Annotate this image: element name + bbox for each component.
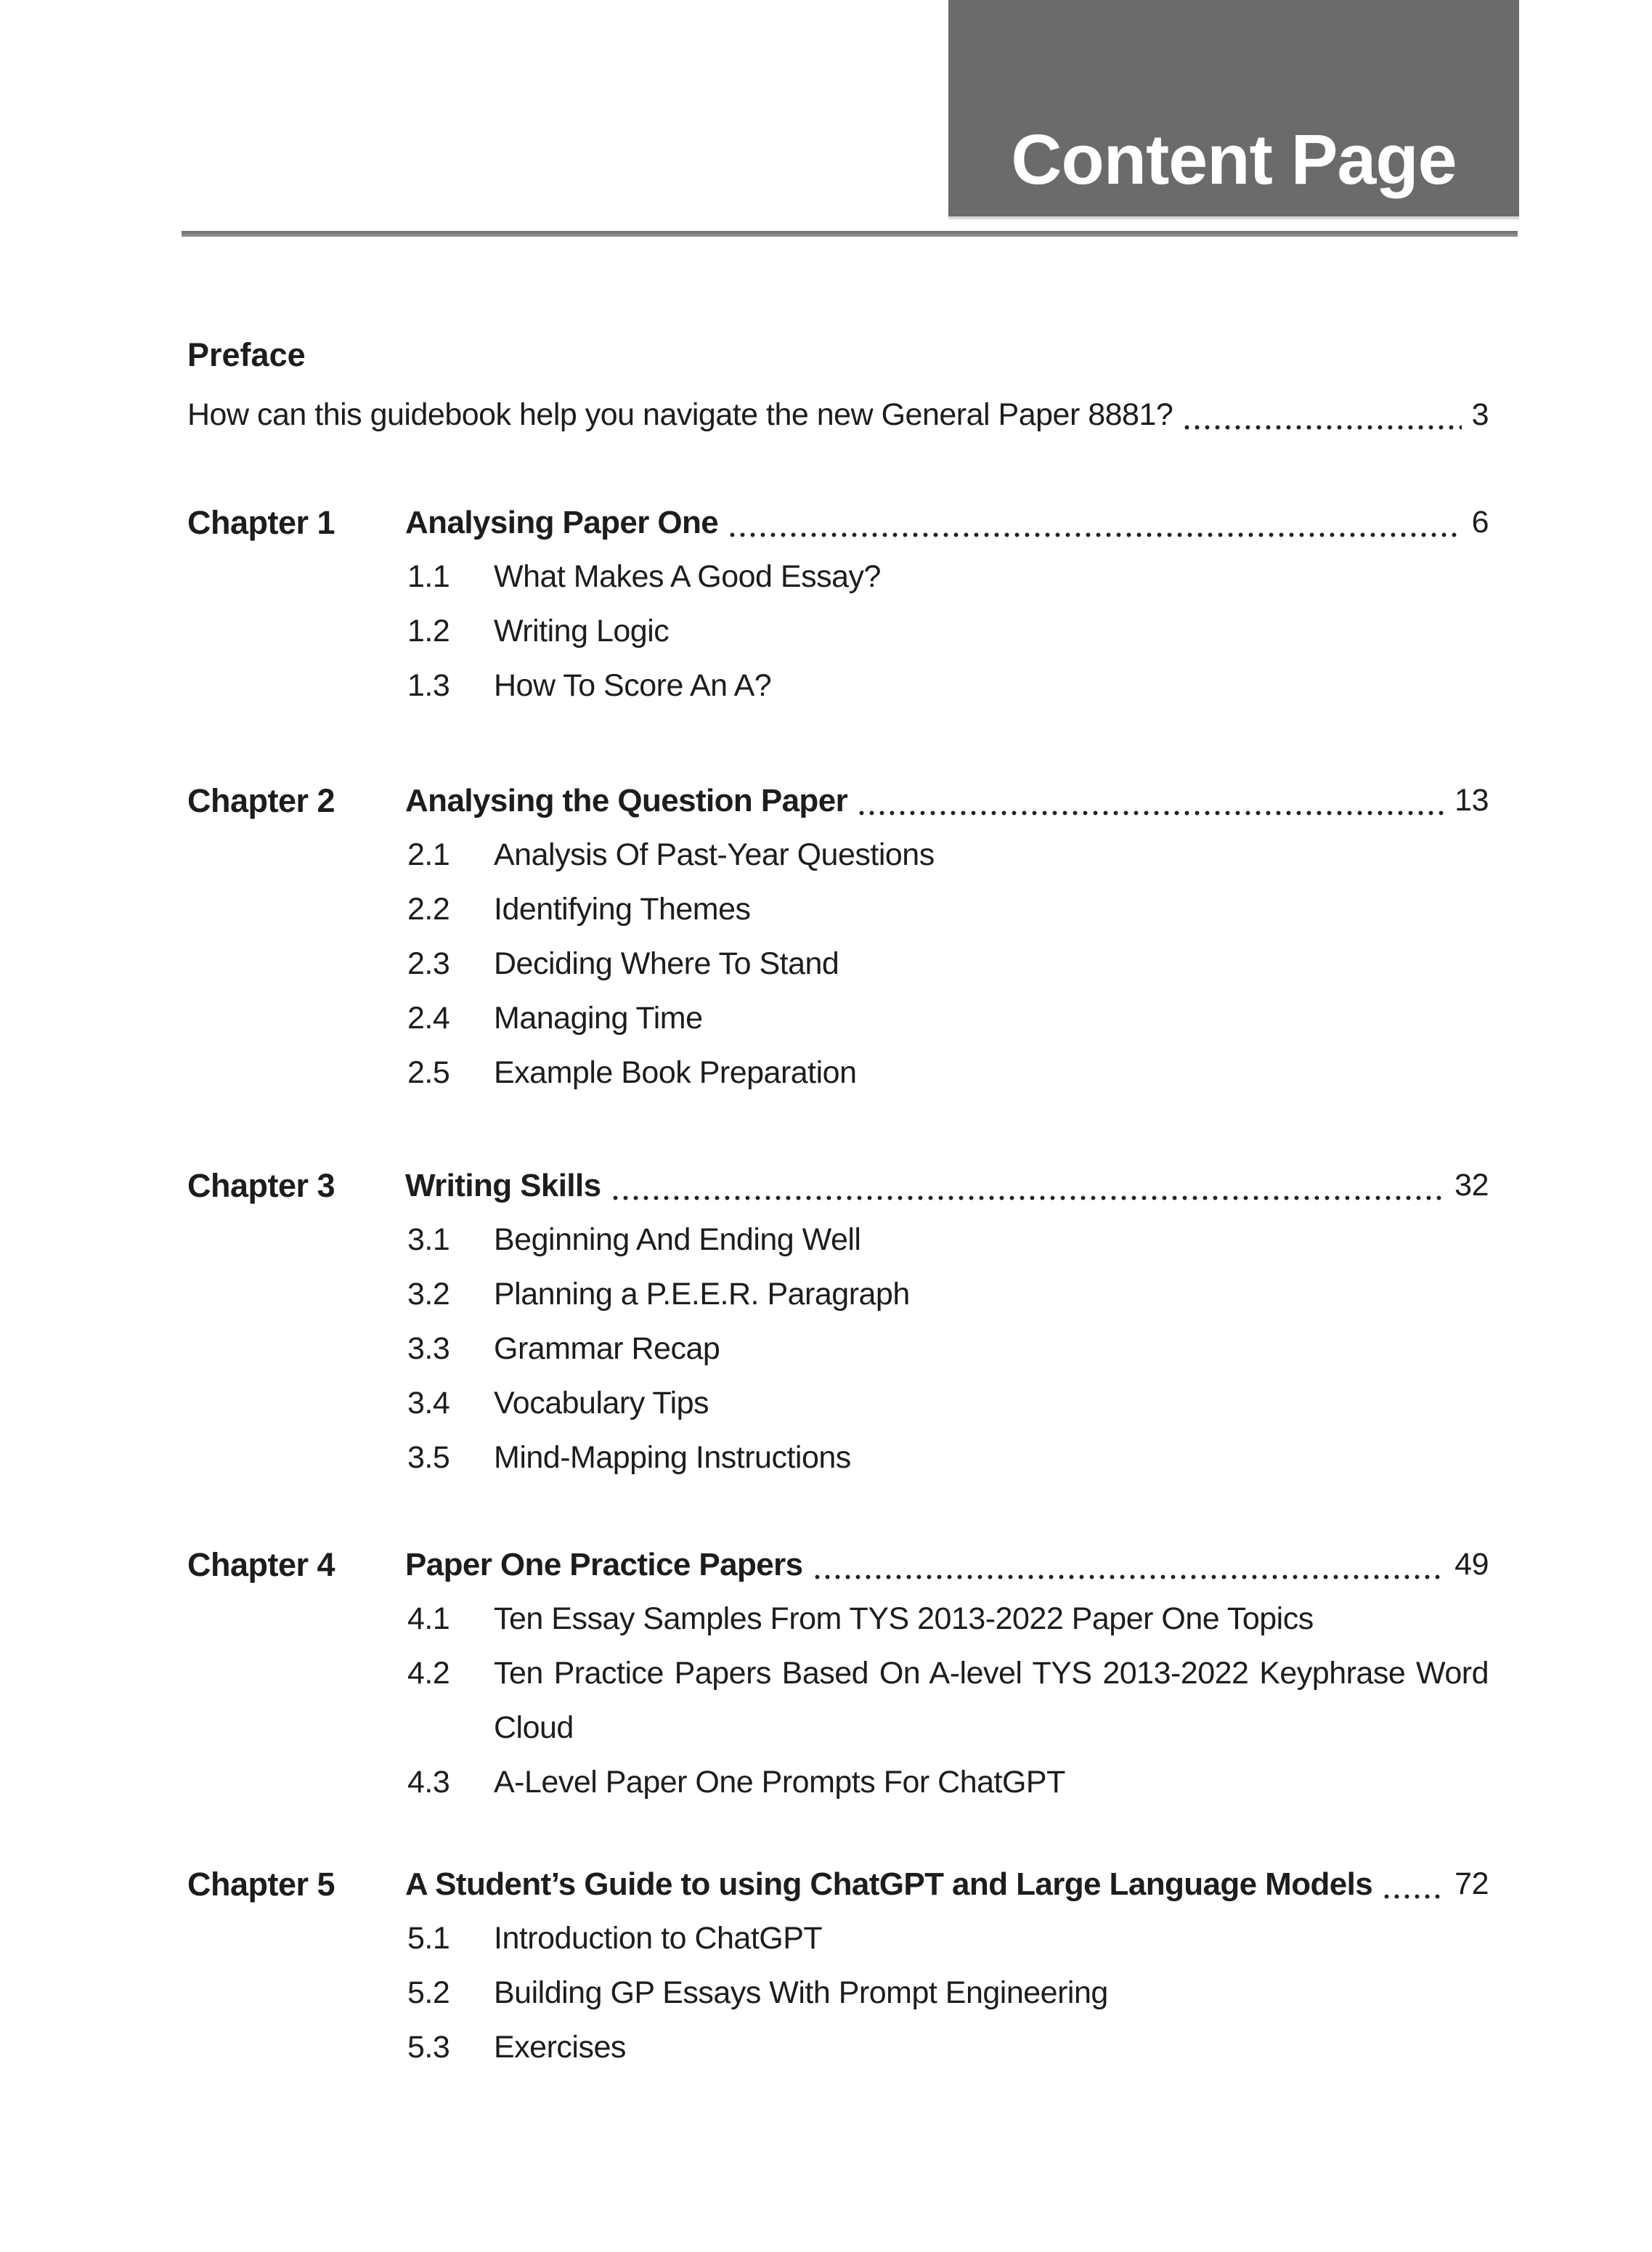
- section-title: How To Score An A?: [494, 668, 772, 703]
- section-number: 3.3: [407, 1331, 450, 1366]
- chapter-title: A Student’s Guide to using ChatGPT and Large Language Models: [405, 1866, 1373, 1902]
- chapter-heading-row: [187, 495, 1489, 550]
- section-number: 3.1: [407, 1222, 450, 1257]
- chapters: [187, 495, 1489, 2075]
- chapter-title: Writing Skills: [405, 1168, 601, 1203]
- table-of-contents: [187, 237, 1489, 2075]
- section-title: Managing Time: [494, 1001, 703, 1036]
- section-title: Identifying Themes: [494, 892, 751, 927]
- section-number: 5.2: [407, 1975, 450, 2010]
- preface-heading: Preface: [187, 336, 306, 373]
- chapter-label: Chapter 1: [187, 504, 335, 541]
- section-number: 4.3: [407, 1765, 450, 1800]
- section-title: Beginning And Ending Well: [494, 1222, 861, 1257]
- section-title: Building GP Essays With Prompt Engineering: [494, 1975, 1108, 2010]
- chapter-block: [187, 495, 1489, 713]
- chapter-page-number: 32: [1454, 1168, 1489, 1203]
- section-number: 3.5: [407, 1440, 450, 1475]
- section-title: Exercises: [494, 2030, 626, 2065]
- section-title: What Makes A Good Essay?: [494, 559, 881, 594]
- section-row: [407, 1431, 1489, 1485]
- section-title: Ten Practice Papers Based On A-level TYS 2013-2022 Keyphrase Word Cloud: [494, 1656, 1489, 1745]
- chapter-block: [187, 773, 1489, 1100]
- section-title: Ten Essay Samples From TYS 2013-2022 Paper One Topics: [494, 1601, 1314, 1636]
- section-list: [407, 1911, 1489, 2075]
- section-title: Mind-Mapping Instructions: [494, 1440, 851, 1475]
- chapter-label: Chapter 4: [187, 1546, 335, 1583]
- section-row: [407, 1267, 1489, 1322]
- dotted-leader: [859, 810, 1444, 816]
- section-number: 2.1: [407, 837, 450, 872]
- dotted-leader: [1384, 1894, 1444, 1899]
- chapter-title: Analysing the Question Paper: [405, 783, 848, 818]
- chapter-heading-row: [187, 1857, 1489, 1911]
- content-page-header-box: [948, 0, 1519, 219]
- section-row: [407, 604, 1489, 659]
- chapter-heading-row: [187, 1537, 1489, 1592]
- section-row: [407, 550, 1489, 604]
- chapter-page-number: 72: [1454, 1866, 1489, 1901]
- section-number: 2.4: [407, 1001, 450, 1036]
- chapter-title: Paper One Practice Papers: [405, 1547, 803, 1582]
- section-title: Introduction to ChatGPT: [494, 1921, 823, 1956]
- page-title: Content Page: [1011, 120, 1457, 199]
- chapter-page-number: 6: [1471, 505, 1489, 540]
- section-row: [407, 1376, 1489, 1431]
- dotted-leader: [730, 532, 1461, 537]
- section-title: Example Book Preparation: [494, 1055, 857, 1090]
- section-list: [407, 550, 1489, 713]
- section-number: 3.4: [407, 1386, 450, 1420]
- section-number: 2.5: [407, 1055, 450, 1090]
- section-number: 4.2: [407, 1656, 450, 1691]
- section-title: Analysis Of Past-Year Questions: [494, 837, 935, 872]
- section-number: 1.3: [407, 668, 450, 703]
- chapter-heading-row: [187, 1158, 1489, 1213]
- dotted-leader: [815, 1574, 1445, 1580]
- dotted-leader: [613, 1195, 1445, 1200]
- chapter-label: Chapter 2: [187, 782, 335, 819]
- section-title: Planning a P.E.E.R. Paragraph: [494, 1277, 910, 1312]
- preface-toc-entry: [187, 388, 1489, 442]
- section-number: 4.1: [407, 1601, 450, 1636]
- preface-page-number: 3: [1471, 397, 1489, 432]
- section-row: [407, 1592, 1489, 1646]
- header-rule: [182, 231, 1518, 237]
- section-number: 5.1: [407, 1921, 450, 1956]
- section-number: 3.2: [407, 1277, 450, 1312]
- section-title: Deciding Where To Stand: [494, 946, 839, 981]
- section-row: [407, 1911, 1489, 1966]
- section-row: [407, 1966, 1489, 2020]
- section-title: Grammar Recap: [494, 1331, 720, 1366]
- section-number: 1.1: [407, 559, 450, 594]
- section-row: [407, 659, 1489, 713]
- chapter-block: [187, 1857, 1489, 2075]
- chapter-page-number: 13: [1454, 783, 1489, 818]
- chapter-title: Analysing Paper One: [405, 505, 719, 540]
- section-list: [407, 828, 1489, 1100]
- chapter-block: [187, 1537, 1489, 1810]
- chapter-label: Chapter 5: [187, 1866, 335, 1903]
- chapter-label: Chapter 3: [187, 1167, 335, 1204]
- section-row: [407, 1646, 1489, 1755]
- preface-entry-text: How can this guidebook help you navigate the new General Paper 8881?: [187, 397, 1173, 432]
- section-row: [407, 1755, 1489, 1810]
- section-row: [407, 1322, 1489, 1376]
- section-row: [407, 828, 1489, 882]
- section-title: Vocabulary Tips: [494, 1386, 709, 1420]
- chapter-page-number: 49: [1454, 1547, 1489, 1582]
- section-title: A-Level Paper One Prompts For ChatGPT: [494, 1765, 1065, 1800]
- section-row: [407, 1213, 1489, 1267]
- section-number: 2.2: [407, 892, 450, 927]
- section-row: [407, 991, 1489, 1046]
- section-row: [407, 2020, 1489, 2075]
- chapter-block: [187, 1158, 1489, 1485]
- section-number: 5.3: [407, 2030, 450, 2065]
- section-list: [407, 1213, 1489, 1485]
- section-row: [407, 882, 1489, 937]
- dotted-leader: [1184, 425, 1461, 430]
- chapter-heading-row: [187, 773, 1489, 828]
- section-row: [407, 937, 1489, 991]
- section-number: 1.2: [407, 614, 450, 649]
- section-row: [407, 1046, 1489, 1100]
- section-title: Writing Logic: [494, 614, 670, 649]
- section-list: [407, 1592, 1489, 1810]
- section-number: 2.3: [407, 946, 450, 981]
